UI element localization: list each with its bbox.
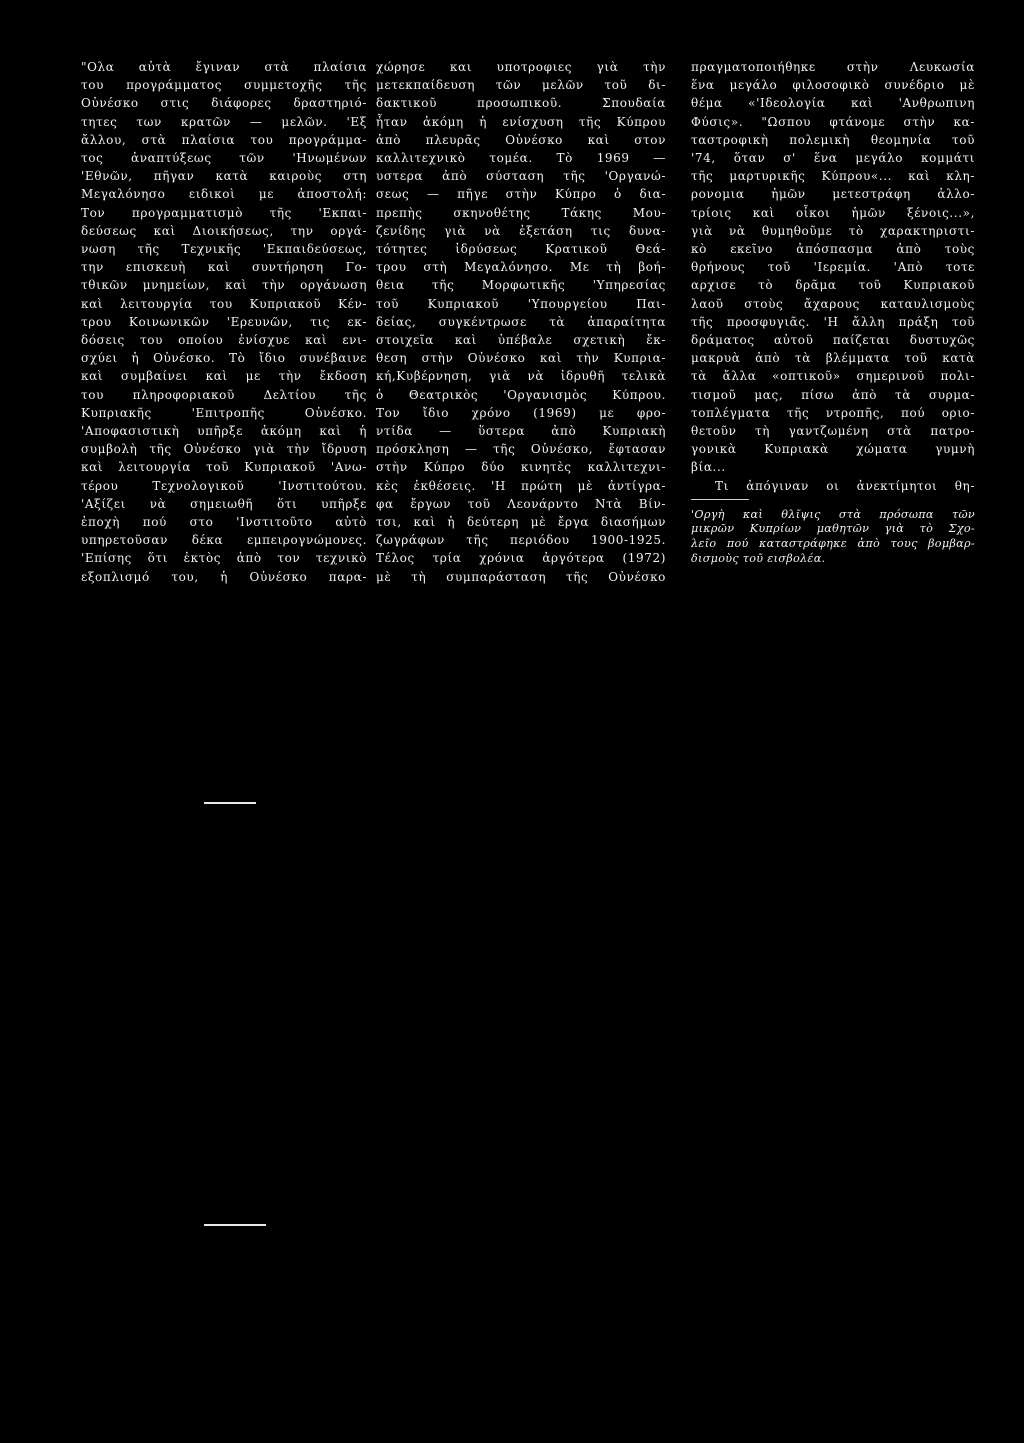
caption-line: μικρῶν Κυπρίων μαθητῶν γιὰ τὸ Σχο-	[691, 522, 975, 536]
text-line: θεια τῆς Μορφωτικῆς 'Υπηρεσίας	[376, 278, 666, 293]
text-line: σχύει ἡ Οὐνέσκο. Τὸ ἴδιο συνέβαινε	[81, 351, 367, 366]
text-line: γονικὰ Κυπριακὰ χώματα γυμνὴ	[691, 442, 975, 457]
text-line: χώρησε και υποτροφιες γιὰ τὴν	[376, 60, 666, 74]
text-line: καὶ συμβαίνει καὶ με τὴν ἔκδοση	[81, 369, 367, 384]
text-line: τὰ ἄλλα «οπτικοῦ» σημερινοῦ πολι-	[691, 369, 975, 384]
text-line: ταστροφικὴ πολεμικὴ θεομηνία τοῦ	[691, 132, 975, 147]
text-line: λαοῦ στοὺς ἄχαρους καταυλισμοὺς	[691, 296, 975, 311]
text-line: εξοπλισμό του, ἡ Οὐνέσκο παρα-	[81, 569, 367, 584]
text-line: βία...	[691, 460, 726, 475]
text-line: Τον προγραμματισμὸ τῆς 'Εκπαι-	[81, 205, 367, 220]
text-line: μὲ τὴ συμπαράσταση τῆς Οὐνέσκο	[376, 569, 666, 584]
text-line: πρεπὴς σκηνοθέτης Τάκης Μου-	[376, 205, 666, 220]
text-line: δράματος αὐτοῦ παίζεται δυστυχῶς	[691, 333, 975, 348]
text-line: του πληροφοριακοῦ Δελτίου τῆς	[81, 387, 367, 402]
text-line: Μεγαλόνησο ειδικοὶ με ἀποστολή:	[81, 187, 367, 202]
caption-line: 'Οργὴ καὶ θλῖψις στὰ πρόσωπα τῶν	[691, 507, 975, 521]
photo-caption	[691, 508, 975, 566]
text-line: του προγράμματος συμμετοχῆς τῆς	[81, 78, 367, 93]
text-line: ἕνα μεγάλο φιλοσοφικὸ συνέδριο μὲ	[691, 78, 975, 93]
text-line: θρήνους τοῦ 'Ιερεμία. 'Απὸ τοτε	[691, 260, 975, 275]
text-line: στοιχεῖα καὶ ὑπέβαλε σχετικὴ ἔκ-	[376, 333, 666, 348]
text-line: ρονομια ἡμῶν μετεστράφη ἀλλο-	[691, 187, 975, 202]
text-line: 'Αξίζει νὰ σημειωθῆ ὅτι υπῆρξε	[81, 496, 367, 511]
text-line: κή,Κυβέρνηση, γιὰ νὰ ἰδρυθῆ τελικὰ	[376, 369, 666, 384]
text-line: "Ολα αὐτὰ ἔγιναν στὰ πλαίσια	[81, 60, 367, 74]
text-line: δεύσεως καὶ Διοικήσεως, την οργά-	[81, 223, 367, 238]
text-line: 'Αποφασιστικὴ υπῆρξε ἀκόμη καὶ ἡ	[81, 424, 367, 439]
text-line: φα ἔργων τοῦ Λεονάρντο Ντὰ Βίν-	[376, 496, 666, 511]
text-line: καὶ λειτουργία τοῦ Κυπριακοῦ 'Ανω-	[81, 460, 367, 475]
text-line: 'Εθνῶν, πῆγαν κατὰ καιροὺς στη	[81, 169, 367, 184]
text-line: ζωγράφων τῆς περιόδου 1900-1925.	[376, 533, 666, 548]
text-line: γιὰ νὰ θυμηθοῦμε τὸ χαρακτηριστι-	[691, 223, 975, 238]
text-line: καὶ λειτουργία του Κυπριακοῦ Κέν-	[81, 296, 367, 311]
text-line: τσι, καὶ ἡ δεύτερη μὲ ἔργα διασήμων	[376, 515, 666, 530]
text-column-1	[81, 58, 367, 586]
text-line: δόσεις του οποίου ἐνίσχυε καὶ ενι-	[81, 333, 367, 348]
text-line: ὁ Θεατρικὸς 'Οργανισμὸς Κύπρου.	[376, 387, 666, 402]
text-line: μετεκπαίδευση τῶν μελῶν τοῦ δι-	[376, 78, 666, 93]
text-line: δακτικοῦ προσωπικοῦ. Σπουδαία	[376, 96, 666, 111]
text-line: τῆς μαρτυρικῆς Κύπρου«... καὶ κλη-	[691, 169, 975, 184]
text-line: ἄλλου, στὰ πλαίσια του προγράμμα-	[81, 132, 367, 147]
text-line: συμβολὴ τῆς Οὐνέσκο γιὰ τὴν ἴδρυση	[81, 442, 367, 457]
text-line: τρίοις καὶ οἶκοι ἡμῶν ξένοις...»,	[691, 205, 975, 220]
text-column-3	[691, 58, 975, 566]
text-line: τητες των κρατῶν — μελῶν. 'Εξ	[81, 114, 367, 129]
scan-mark	[204, 1224, 266, 1226]
caption-line: λεῖο πού καταστράφηκε ἀπὸ τους βομβαρ-	[691, 537, 975, 551]
text-line: τέρου Τεχνολογικοῦ 'Ινστιτούτου.	[81, 478, 367, 493]
text-line: τοῦ Κυπριακοῦ 'Υπουργείου Παι-	[376, 296, 666, 311]
text-line: αρχισε τὸ δρᾶμα τοῦ Κυπριακοῦ	[691, 278, 975, 293]
text-line: θέμα «'Ιδεολογία καὶ 'Ανθρωπινη	[691, 96, 975, 111]
text-line: θετοῦν τὴ γαντζωμένη στὰ πατρο-	[691, 424, 975, 439]
caption-line: δισμοὺς τοῦ εισβολέα.	[691, 551, 826, 565]
text-line: θεση στὴν Οὐνέσκο καὶ τὴν Κυπρια-	[376, 351, 666, 366]
text-line: Τέλος τρία χρόνια ἀργότερα (1972)	[376, 551, 666, 566]
text-line: '74, ὅταν σ' ἕνα μεγάλο κομμάτι	[691, 151, 975, 166]
text-line: τθικῶν μνημείων, καὶ τὴν οργάνωση	[81, 278, 367, 293]
text-line: κὲς ἐκθέσεις. 'Η πρώτη μὲ ἀντίγρα-	[376, 478, 666, 493]
text-line: κὸ εκεῖνο ἀπόσπασμα ἀπὸ τοὺς	[691, 242, 975, 257]
text-line: ἦταν ἀκόμη ἡ ενίσχυση τῆς Κύπρου	[376, 114, 666, 129]
text-line: μακρυὰ ἀπὸ τὰ βλέμματα τοῦ κατὰ	[691, 351, 975, 366]
text-line: ἐποχὴ πού στο 'Ινστιτοῦτο αὐτὸ	[81, 515, 367, 530]
text-line: την επισκευὴ καὶ συντήρηση Γο-	[81, 260, 367, 275]
text-line: τότητες ἰδρύσεως Κρατικοῦ Θεά-	[376, 242, 666, 257]
text-column-2	[376, 58, 666, 586]
text-line: τισμοῦ μας, πίσω ἀπὸ τὰ συρμα-	[691, 387, 975, 402]
text-line: πραγματοποιήθηκε στὴν Λευκωσία	[691, 60, 975, 74]
text-line: Κυπριακῆς 'Επιτροπῆς Οὐνέσκο.	[81, 405, 367, 420]
caption-divider	[691, 499, 749, 500]
text-line: 'Επίσης ὅτι ἐκτὸς ἀπὸ τον τεχνικὸ	[81, 551, 367, 566]
text-line: ντίδα — ὕστερα ἀπὸ Κυπριακὴ	[376, 424, 666, 439]
text-line: Φύσις». "Ωσπου φτάνομε στὴν κα-	[691, 114, 975, 129]
text-line: Οὐνέσκο στις διάφορες δραστηριό-	[81, 96, 367, 111]
text-line: ἀπὸ πλευρᾶς Οὐνέσκο καὶ στον	[376, 132, 666, 147]
text-line: δείας, συγκέντρωσε τὰ ἀπαραίτητα	[376, 314, 666, 329]
text-line: Τον ἴδιο χρόνο (1969) με φρο-	[376, 405, 666, 420]
text-line: στὴν Κύπρο δύο κινητὲς καλλιτεχνι-	[376, 460, 666, 475]
text-line: τρου Κοινωνικῶν 'Ερευνῶν, τις εκ-	[81, 314, 367, 329]
text-line: Τι ἀπόγιναν οι ἀνεκτίμητοι θη-	[715, 478, 975, 493]
text-line: υπηρετοῦσαν δέκα εμπειρογνώμονες.	[81, 533, 367, 548]
text-line: τος ἀναπτύξεως τῶν 'Ηνωμένων	[81, 151, 367, 166]
text-line: τρου στὴ Μεγαλόνησο. Με τὴ βοή-	[376, 260, 666, 275]
text-line: ζενίδης γιὰ νὰ ἐξετάση τις δυνα-	[376, 223, 666, 238]
text-line: τοπλέγματα τῆς ντροπῆς, πού οριο-	[691, 405, 975, 420]
text-line: υστερα ἀπὸ σύσταση τῆς 'Οργανώ-	[376, 169, 666, 184]
text-line: καλλιτεχνικὸ τομέα. Τὸ 1969 —	[376, 151, 666, 166]
text-line: τῆς προσφυγιᾶς. 'Η ἄλλη πράξη τοῦ	[691, 314, 975, 329]
text-line: σεως — πῆγε στὴν Κύπρο ὁ δια-	[376, 187, 666, 202]
scan-mark	[204, 802, 256, 804]
text-line: πρόσκληση — τῆς Οὐνέσκο, ἔφτασαν	[376, 442, 666, 457]
text-line: νωση τῆς Τεχνικῆς 'Εκπαιδεύσεως,	[81, 242, 367, 257]
